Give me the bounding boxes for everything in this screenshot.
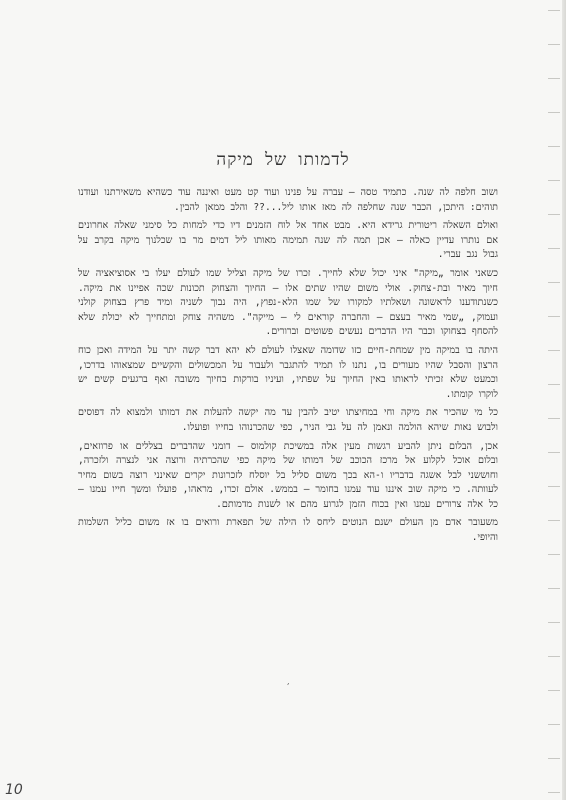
margin-tick bbox=[548, 554, 560, 555]
binder-margin-marks bbox=[546, 0, 560, 800]
margin-tick bbox=[548, 452, 560, 453]
margin-tick bbox=[548, 78, 560, 79]
paragraph: משעובר אדם מן העולם ישנם הנוטים ליחס לו הילה של תפארת ורואים בו אז משום כליל השלמות והיופי. bbox=[78, 517, 498, 544]
page-title: לדמותו של מיקה bbox=[216, 150, 350, 170]
margin-tick bbox=[548, 180, 560, 181]
margin-tick bbox=[548, 316, 560, 317]
paragraph: ואולם השאלה ריטורית גרידא היא. מבט אחד אל לוח הזמנים דיו כדי למחות כל סימני שאלה אחרונים אם נותרו עדיין כאלה — אכן תמה לה שנה תמימה מאותו ליל דמים מר בו שכלנוך מיקה בקרב על גבול נגב עברי. bbox=[78, 220, 498, 261]
margin-tick bbox=[548, 724, 560, 725]
margin-tick bbox=[548, 486, 560, 487]
margin-tick bbox=[548, 690, 560, 691]
margin-tick bbox=[548, 214, 560, 215]
margin-tick bbox=[548, 656, 560, 657]
margin-tick bbox=[548, 350, 560, 351]
paragraph: כל מי שהכיר את מיקה וחי במחיצתו יטיב להבין עד מה יקשה להעלות את דמותו ולמצוא לה דפוסים ולבוש נאות שיהא הולמה ונאמן לה על גבי הניר, כפי שהכרנוהו בחייו ופועלו. bbox=[78, 407, 498, 433]
margin-tick bbox=[548, 112, 560, 113]
margin-tick bbox=[548, 248, 560, 249]
paragraph: כשאני אומר „מיקה" איני יכול שלא לחייך. זכרו של מיקה וצליל שמו לעולם יעלו בי אסוציאציה של חיוך מאיר ובת-צחוק. אולי משום שהיו שתים אלו — החיוך והצחוק תכונות שכה אפיינו את מיקה. כשנתודענו לראשונה ושאלתיו למקורו של שמו הלא-נפוץ, היה נבוך לשניה ומיד פרץ בצחוק קולני ועמוק, „שמי מאיר בעצם — והחברה קוראים לי — מייקה". משהיה צוחק ומתחייך לא יכולת שלא להסחף בצחוקו וכבר היו הדברים נעשים פשוטים וברורים. bbox=[78, 267, 498, 338]
margin-tick bbox=[548, 146, 560, 147]
margin-tick bbox=[548, 44, 560, 45]
margin-tick bbox=[548, 384, 560, 385]
paragraph: היתה בו במיקה מין שמחת-חיים כזו שדומה שאצלו לעולם לא יהא דבר קשה יתר על המידה ואכן כוח הרצון והסבל שהיו מעורים בו, נתנו לו תמיד להתגבר ולעבור על המכשולים והקשיים שמצאוהו בדרכו, וכמעט שלא זכיתי לראותו באין החיוך על שפתיו, ועיניו בורקות בחיוך משובה ואף ברגעים קשים יש לוקרו קומתו. bbox=[78, 344, 498, 400]
margin-tick bbox=[548, 758, 560, 759]
body-text bbox=[78, 186, 498, 550]
margin-tick bbox=[548, 10, 560, 11]
paragraph: ושוב חלפה לה שנה. כתמיד טסה — עברה על פנינו ועוד קט מעט ואיננה עוד כשהיא משאירתנו ועודנו תוהים: היתכן, הכבר שנה שחלפה לה מאז אותו ליל...?? והלב ממאן להבין. bbox=[78, 187, 498, 213]
margin-tick bbox=[548, 520, 560, 521]
margin-tick bbox=[548, 792, 560, 793]
margin-tick bbox=[548, 622, 560, 623]
paragraph: אכן, הבלום ניתן להביע רגשות מעין אלה במשיכת קולמוס — דומני שהדברים בצללים או פרוזאים, ובלום אוכל לקלוע אל מרכז הכוכב של דמותו של מיקה כפי שהכרתיה ורוצה אני לנצרה ולזכרה, וחוששני לבל אשגה בדבריו ו-הא בכך משום סליל בל יוסלח לזכרונות יקרים שאינני רוצה בשום מחיר לעוותה. כי מיקה שוב איננו עוד עמנו בחומר — בממש. אולם זכרו, מראהו, פועלו ומשך חייו עמנו — כל אלה צרורים עמנו ואין בכוח הזמן לגרוע מהם או לשנות מדמותם. bbox=[78, 440, 498, 510]
margin-tick bbox=[548, 282, 560, 283]
stray-mark: , bbox=[287, 677, 290, 686]
margin-tick bbox=[548, 588, 560, 589]
page-edge bbox=[562, 0, 566, 800]
margin-tick bbox=[548, 418, 560, 419]
page-number: 10 bbox=[5, 782, 23, 798]
